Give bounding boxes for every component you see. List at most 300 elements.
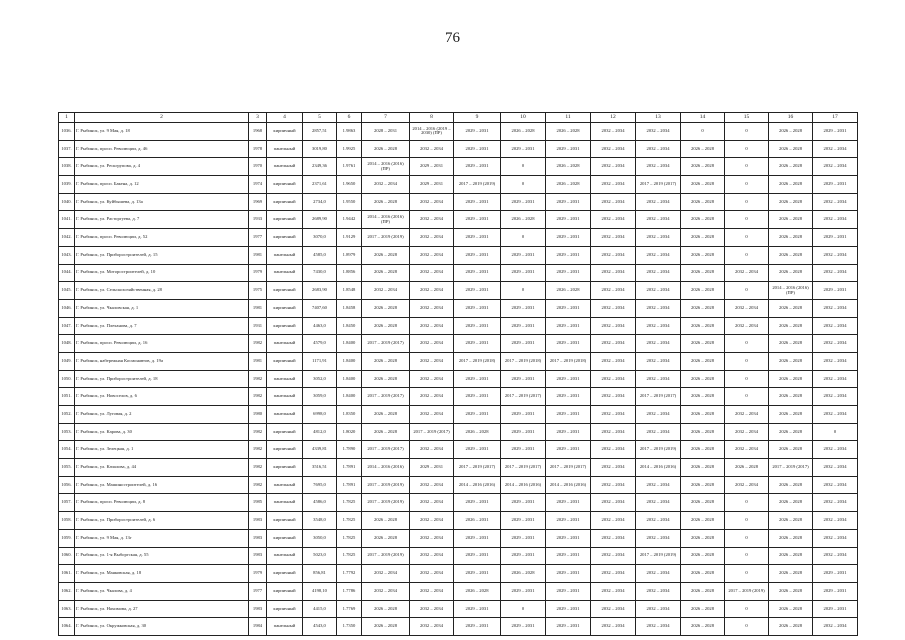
address-cell: Г. Рыбинск, ул. Расторгуева, д. 7 [75,211,249,229]
row-number: 1048. [59,335,75,353]
table-row [59,299,858,317]
table-cell: 2032 – 2034 [813,476,858,494]
row-number: 1061. [59,565,75,583]
table-cell: 2032 – 2034 [725,264,769,282]
table-cell: 2026 – 2028 [546,282,591,300]
table-row [59,193,858,211]
table-cell: 2029 – 2031 [454,618,501,636]
table-cell: 1978 [249,140,267,158]
table-cell: 2026 – 2028 [681,140,725,158]
table-cell: 2014 – 2016 (2016) [454,476,501,494]
address-cell: Г. Рыбинск, ул. Новоселов, д. 6 [75,388,249,406]
table-cell: 1983 [249,547,267,565]
table-cell: 2026 – 2028 [362,512,410,530]
table-cell: 0 [725,388,769,406]
table-cell: 2029 – 2031 [454,529,501,547]
table-cell: 1979 [249,264,267,282]
table-cell: 2032 – 2034 [813,352,858,370]
table-cell: 2032 – 2034 [813,618,858,636]
table-cell: 2032 – 2034 [813,512,858,530]
table-cell: 2029 – 2031 [454,264,501,282]
table-cell: 1982 [249,459,267,477]
table-cell: 2032 – 2034 [410,370,454,388]
table-cell: 2029 – 2031 [454,229,501,247]
table-cell: 2017 – 2019 (2019) [362,547,410,565]
table-cell: 2032 – 2034 [636,246,681,264]
table-cell: 2371,61 [303,176,337,194]
table-row [59,352,858,370]
table-cell: 2026 – 2028 [681,618,725,636]
table-cell: 2026 – 2028 [501,565,546,583]
row-number: 1046. [59,299,75,317]
table-cell: 5023,0 [303,547,337,565]
address-cell: Г. Рыбинск, ул. 9 Мая, д. 18 [75,123,249,141]
table-cell: 2029 – 2031 [501,618,546,636]
table-cell: 2032 – 2034 [410,441,454,459]
table-cell: 7407,60 [303,299,337,317]
row-number: 1047. [59,317,75,335]
table-cell: 2032 – 2034 [813,459,858,477]
table-header [59,113,858,123]
table-cell: 2029 – 2031 [546,211,591,229]
table-row [59,140,858,158]
table-cell: 2029 – 2031 [501,529,546,547]
table-cell: 2029 – 2031 [454,370,501,388]
table-row [59,388,858,406]
table-cell: 2032 – 2034 [410,264,454,282]
table-cell: панельный [267,494,303,512]
table-cell: 2026 – 2028 [769,547,813,565]
table-cell: 1.8400 [337,335,362,353]
table-cell: 2032 – 2034 [725,476,769,494]
table-cell: 2029 – 2031 [546,140,591,158]
table-cell: 1.9863 [337,123,362,141]
table-cell: 2032 – 2034 [813,158,858,176]
table-cell: 1.8458 [337,299,362,317]
table-cell: 2017 – 2019 (2017) [546,459,591,477]
table-row [59,565,858,583]
table-cell: 1.9761 [337,158,362,176]
row-number: 1063. [59,600,75,618]
column-header: 2 [75,113,249,123]
table-cell: 2017 – 2019 (2019) [636,441,681,459]
column-header: 9 [454,113,501,123]
address-cell: Г. Рыбинск, ул. 9 Мая, д. 13г [75,529,249,547]
address-cell: Г. Рыбинск, ул. Чкаловская, д. 1 [75,299,249,317]
table-cell: 2032 – 2034 [591,406,636,424]
table-cell: 2029 – 2031 [454,282,501,300]
table-cell: 2032 – 2034 [591,618,636,636]
table-cell: 1985 [249,494,267,512]
table-cell: 2032 – 2034 [362,565,410,583]
table-row [59,423,858,441]
table-cell: 2032 – 2034 [725,299,769,317]
address-cell: Г. Рыбинск, ул. 1-я Выборгская, д. 55 [75,547,249,565]
table-cell: 2026 – 2028 [681,282,725,300]
row-number: 1052. [59,406,75,424]
table-cell: 2026 – 2028 [681,193,725,211]
table-cell: 1171,91 [303,352,337,370]
table-cell: 2014 – 2016 (2016) (ПР) [362,211,410,229]
table-cell: 3516,51 [303,459,337,477]
table-cell: 2032 – 2034 [636,140,681,158]
address-cell: Г. Рыбинск, ул. Моторостроителей, д. 10 [75,264,249,282]
table-cell: 2032 – 2034 [591,158,636,176]
table-cell: 2026 – 2028 [681,476,725,494]
table-cell: 2026 – 2028 [769,582,813,600]
table-cell: 2029 – 2031 [813,582,858,600]
table-cell: 2029 – 2031 [546,406,591,424]
address-cell: Г. Рыбинск, ул. Сельскохозяйственная, д. 28 [75,282,249,300]
table-cell: 2026 – 2028 [769,494,813,512]
table-cell: 2014 – 2016 (2016) [362,459,410,477]
table-cell: 0 [725,123,769,141]
table-cell: 2026 – 2028 [769,246,813,264]
row-number: 1056. [59,476,75,494]
table-cell: 2032 – 2034 [591,264,636,282]
table-cell: 2026 – 2028 [681,352,725,370]
table-cell: 2029 – 2031 [501,299,546,317]
table-cell: кирпичный [267,459,303,477]
table-cell: 2026 – 2028 [681,459,725,477]
table-cell: 0 [813,423,858,441]
table-cell: кирпичный [267,600,303,618]
table-cell: 2014 – 2016 (2019 – 2030) (ПР) [410,123,454,141]
table-cell: 2029 – 2031 [546,264,591,282]
table-cell: 2857,51 [303,123,337,141]
table-cell: панельный [267,158,303,176]
table-cell: 1.7786 [337,582,362,600]
table-cell: 2026 – 2028 [769,193,813,211]
table-cell: кирпичный [267,441,303,459]
table-cell: 2032 – 2034 [636,299,681,317]
table-cell: 2029 – 2031 [501,494,546,512]
row-number: 1051. [59,388,75,406]
table-cell: 2032 – 2034 [410,299,454,317]
row-number: 1062. [59,582,75,600]
table-cell: 2026 – 2028 [362,406,410,424]
address-cell: Г. Рыбинск, ул. Качалова, д. 44 [75,459,249,477]
table-cell: 2032 – 2034 [725,423,769,441]
column-header: 5 [303,113,337,123]
table-cell: 2026 – 2028 [681,317,725,335]
page-number: 76 [445,30,460,46]
address-cell: Г. Рыбинск, просп. Революции, д. 52 [75,229,249,247]
table-cell: 2017 – 2019 (2017) [636,176,681,194]
table-cell: 2032 – 2034 [410,512,454,530]
address-cell: Г. Рыбинск, ул. Приборостроителей, д. 15 [75,246,249,264]
table-row [59,547,858,565]
table-cell: 2026 – 2028 [681,441,725,459]
table-cell: 2017 – 2019 (2017) [501,388,546,406]
table-cell: 2029 – 2031 [501,193,546,211]
table-cell: 2032 – 2034 [636,512,681,530]
table-cell: 2032 – 2034 [591,494,636,512]
table-cell: панельный [267,406,303,424]
table-row [59,335,858,353]
table-cell: 2683,90 [303,282,337,300]
table-cell: 4585,0 [303,246,337,264]
table-cell: 2026 – 2028 [769,406,813,424]
table-cell: 2032 – 2034 [410,229,454,247]
table-cell: 2029 – 2031 [546,512,591,530]
table-row [59,476,858,494]
table-cell: 0 [501,158,546,176]
table-cell: 2029 – 2031 [454,193,501,211]
table-cell: 2032 – 2034 [636,582,681,600]
table-cell: 1977 [249,582,267,600]
table-cell: 1.8400 [337,370,362,388]
table-cell: 1.9129 [337,229,362,247]
table-cell: 2032 – 2034 [591,529,636,547]
table-cell: 0 [725,193,769,211]
row-number: 1053. [59,423,75,441]
table-cell: 2026 – 2028 [362,423,410,441]
table-cell: 2026 – 2028 [454,423,501,441]
table-cell: 2026 – 2028 [362,246,410,264]
table-cell: 2029 – 2031 [546,317,591,335]
table-cell: 2017 – 2019 (2019) [725,582,769,600]
table-cell: 2014 – 2016 (2016) [636,459,681,477]
address-cell: Г. Рыбинск, ул. Машиностроителей, д. 16 [75,476,249,494]
table-cell: 2032 – 2034 [813,370,858,388]
table-cell: 2029 – 2031 [410,459,454,477]
table-cell: 7430,0 [303,264,337,282]
table-cell: 2029 – 2031 [546,529,591,547]
table-cell: 2026 – 2028 [681,246,725,264]
table-cell: 2026 – 2028 [681,494,725,512]
table-cell: 2026 – 2028 [769,388,813,406]
table-cell: 2026 – 2028 [769,317,813,335]
table-cell: 2029 – 2031 [501,406,546,424]
table-cell: 2026 – 2028 [769,299,813,317]
column-header: 8 [410,113,454,123]
table-cell: 2032 – 2034 [636,335,681,353]
table-cell: кирпичный [267,352,303,370]
table-cell: 2026 – 2028 [681,600,725,618]
table-cell: 2026 – 2028 [681,388,725,406]
table-cell: 2029 – 2031 [454,123,501,141]
table-cell: 0 [501,600,546,618]
table-cell: 2026 – 2028 [769,352,813,370]
table-cell: 2017 – 2019 (2017) [769,459,813,477]
table-cell: 2014 – 2016 (2016) (ПР) [769,282,813,300]
table-cell: 2032 – 2034 [591,176,636,194]
table-cell: 4586,0 [303,494,337,512]
table-cell: 0 [725,370,769,388]
table-cell: 2026 – 2028 [769,229,813,247]
row-number: 1050. [59,370,75,388]
column-header: 14 [681,113,725,123]
table-cell: кирпичный [267,299,303,317]
table-cell: 2026 – 2028 [362,299,410,317]
table-cell: 2026 – 2028 [681,299,725,317]
row-number: 1037. [59,140,75,158]
address-cell: Г. Рыбинск, ул. Приборостроителей, д. 6 [75,512,249,530]
table-cell: 2026 – 2028 [501,123,546,141]
table-cell: 4198,10 [303,582,337,600]
table-cell: панельный [267,618,303,636]
table-cell: 2029 – 2031 [546,618,591,636]
table-cell: 2032 – 2034 [591,565,636,583]
table-cell: 3059,0 [303,388,337,406]
table-row [59,441,858,459]
table-cell: 2017 – 2019 (2017) [410,423,454,441]
table-cell: 2032 – 2034 [636,229,681,247]
table-cell: 7695,0 [303,476,337,494]
table-cell: кирпичный [267,529,303,547]
table-cell: 2026 – 2028 [681,406,725,424]
table-cell: 1980 [249,406,267,424]
table-cell: 1977 [249,229,267,247]
table-cell: 2032 – 2034 [636,282,681,300]
table-cell: 2017 – 2019 (2018) [454,352,501,370]
table-cell: 2032 – 2034 [410,582,454,600]
table-cell: 2029 – 2031 [813,176,858,194]
table-cell: 2032 – 2034 [362,282,410,300]
column-header: 16 [769,113,813,123]
table-cell: 2032 – 2034 [591,547,636,565]
address-cell: Г. Рыбинск, ул. Маяковская, д. 18 [75,565,249,583]
table-cell: 2026 – 2028 [681,565,725,583]
table-cell: 2032 – 2034 [636,529,681,547]
table-cell: 0 [501,229,546,247]
table-row [59,246,858,264]
table-cell: 0 [725,352,769,370]
table-cell: 2026 – 2028 [362,264,410,282]
table-cell: 2029 – 2031 [410,176,454,194]
table-cell: 2029 – 2031 [501,370,546,388]
table-cell: 0 [725,529,769,547]
row-number: 1040. [59,193,75,211]
table-cell: 2032 – 2034 [591,441,636,459]
table-cell: 1.7792 [337,565,362,583]
table-cell: 1982 [249,370,267,388]
table-cell: 2032 – 2034 [813,211,858,229]
table-cell: 2029 – 2031 [546,547,591,565]
table-cell: 2032 – 2034 [813,388,858,406]
table-cell: 2032 – 2034 [591,229,636,247]
table-cell: 2032 – 2034 [362,176,410,194]
table-cell: 2032 – 2034 [636,158,681,176]
table-cell: 2029 – 2031 [546,335,591,353]
table-cell: 2032 – 2034 [636,370,681,388]
table-cell: кирпичный [267,582,303,600]
table-cell: 1.7825 [337,494,362,512]
table-cell: 2032 – 2034 [410,529,454,547]
table-row [59,459,858,477]
table-cell: 2032 – 2034 [410,388,454,406]
table-cell: 2032 – 2034 [813,246,858,264]
column-header: 4 [267,113,303,123]
table-cell: 2032 – 2034 [813,494,858,512]
row-number: 1057. [59,494,75,512]
table-cell: 2026 – 2028 [681,229,725,247]
register-table [58,112,858,636]
table-cell: 2032 – 2034 [813,299,858,317]
table-cell: 2029 – 2031 [546,582,591,600]
row-number: 1039. [59,176,75,194]
table-cell: 0 [725,494,769,512]
address-cell: Г. Рыбинск, просп. Революции, д. 46 [75,140,249,158]
table-cell: 2032 – 2034 [636,317,681,335]
table-cell: 2029 – 2031 [454,317,501,335]
table-cell: 2032 – 2034 [725,317,769,335]
table-cell: 1975 [249,282,267,300]
table-cell: 2029 – 2031 [501,547,546,565]
column-header: 1 [59,113,75,123]
table-cell: 2026 – 2028 [769,600,813,618]
table-cell: 2032 – 2034 [410,547,454,565]
table-cell: 2026 – 2028 [769,441,813,459]
table-cell: 1.8020 [337,423,362,441]
table-cell: 2029 – 2031 [501,335,546,353]
table-cell: 2026 – 2028 [681,176,725,194]
table-cell: 1.9442 [337,211,362,229]
table-row [59,618,858,636]
table-cell: 2026 – 2028 [681,211,725,229]
row-number: 1058. [59,512,75,530]
table-cell: 1.7825 [337,512,362,530]
table-cell: 1983 [249,600,267,618]
table-cell: панельный [267,547,303,565]
table-row [59,282,858,300]
table-cell: 2029 – 2031 [546,441,591,459]
table-cell: 2026 – 2028 [681,264,725,282]
address-cell: Г. Рыбинск, набережная Космонавтов, д. 19а [75,352,249,370]
table-cell: 1.9925 [337,140,362,158]
table-cell: 2032 – 2034 [591,299,636,317]
table-cell: панельный [267,264,303,282]
table-row [59,582,858,600]
table-cell: 1984 [249,618,267,636]
table-cell: 2026 – 2028 [769,512,813,530]
table-cell: 2032 – 2034 [591,370,636,388]
table-cell: кирпичный [267,193,303,211]
table-cell: 1.8856 [337,264,362,282]
column-header: 10 [501,113,546,123]
table-cell: 1968 [249,123,267,141]
table-cell: 2026 – 2028 [681,512,725,530]
table-cell: 2017 – 2019 (2017) [362,441,410,459]
table-cell: 2026 – 2028 [769,123,813,141]
row-number: 1042. [59,229,75,247]
table-cell: 0 [725,246,769,264]
table-cell: панельный [267,388,303,406]
table-row [59,529,858,547]
table-cell: 1933 [249,211,267,229]
table-cell: 2032 – 2034 [591,388,636,406]
table-cell: 0 [681,123,725,141]
table-cell: 2026 – 2028 [362,600,410,618]
table-cell: 2029 – 2031 [410,158,454,176]
table-cell: 2029 – 2031 [813,600,858,618]
table-row [59,211,858,229]
table-cell: 0 [725,547,769,565]
row-number: 1038. [59,158,75,176]
table-cell: 2032 – 2034 [813,441,858,459]
table-cell: 2026 – 2028 [546,176,591,194]
table-cell: 2032 – 2034 [636,211,681,229]
table-cell: 2032 – 2034 [636,423,681,441]
table-cell: 2017 – 2019 (2019) [636,547,681,565]
table-cell: 2026 – 2028 [769,423,813,441]
table-cell: 2026 – 2028 [362,370,410,388]
table-cell: 2032 – 2034 [410,211,454,229]
row-number: 1036. [59,123,75,141]
table-row [59,123,858,141]
table-cell: 2026 – 2028 [681,370,725,388]
